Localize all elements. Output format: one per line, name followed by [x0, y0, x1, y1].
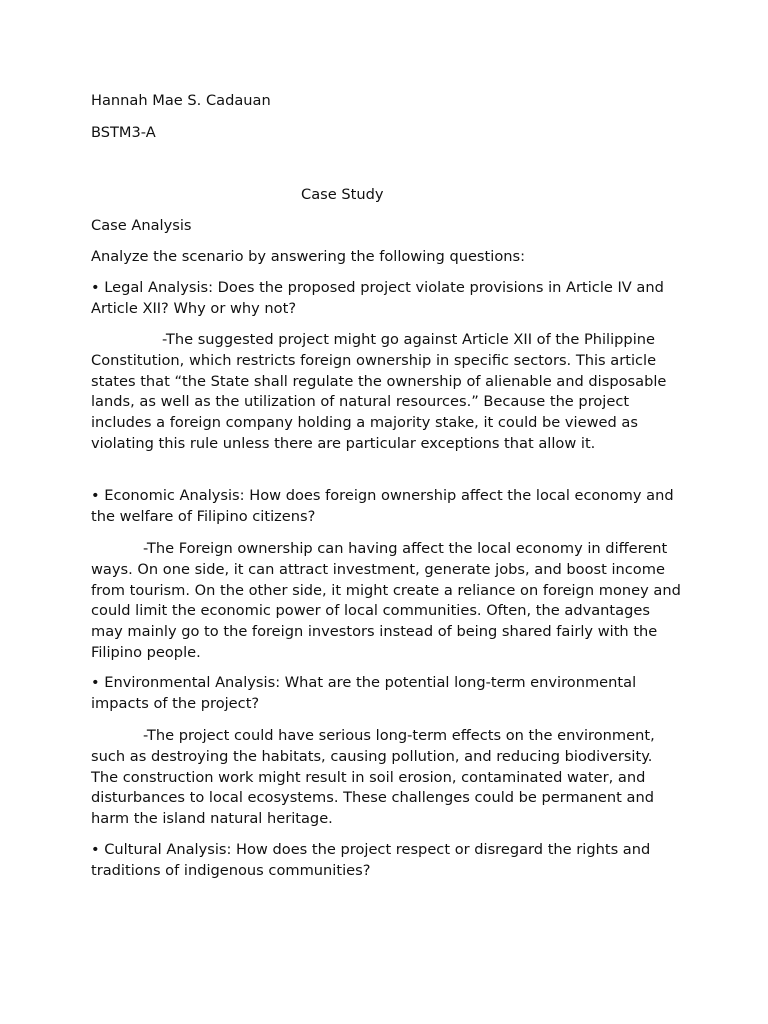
economic-question: • Economic Analysis: How does foreign ownership affect the local economy and the welfare of Filipino citizens? [91, 487, 674, 525]
legal-answer: -The suggested project might go against Article XII of the Philippine Constitution, which restricts foreign ownership in specific sectors. This article states that “the State shall regulate the ownership of alienable and disposable lands, as well as the utilization of natural resources.” Because the project includes a foreign company holding a majority stake, it could be viewed as violating this rule unless there are particular exceptions that allow it. [91, 331, 667, 452]
case-analysis-heading: Case Analysis [91, 217, 192, 234]
environmental-answer: -The project could have serious long-term effects on the environment, such as destroying the habitats, causing pollution, and reducing biodiversity. The construction work might result in soil erosion, contaminated water, and disturbances to local ecosystems. These challenges could be permanent and harm the island natural heritage. [91, 727, 655, 828]
cultural-question: • Cultural Analysis: How does the project respect or disregard the rights and traditions of indigenous communities? [91, 841, 651, 879]
document-title: Case Study [301, 186, 384, 203]
legal-question: • Legal Analysis: Does the proposed project violate provisions in Article IV and Article XII? Why or why not? [91, 279, 664, 317]
environmental-question: • Environmental Analysis: What are the potential long-term environmental impacts of the project? [91, 674, 637, 712]
author-name: Hannah Mae S. Cadauan [91, 92, 271, 109]
economic-answer: -The Foreign ownership can having affect the local economy in different ways. On one side, it can attract investment, generate jobs, and boost income from tourism. On the other side, it might create a reliance on foreign money and could limit the economic power of local communities. Often, the advantages may mainly go to the foreign investors instead of being shared fairly with the Filipino people. [91, 540, 681, 661]
section-label: BSTM3-A [91, 124, 156, 141]
instruction-text: Analyze the scenario by answering the following questions: [91, 248, 526, 265]
